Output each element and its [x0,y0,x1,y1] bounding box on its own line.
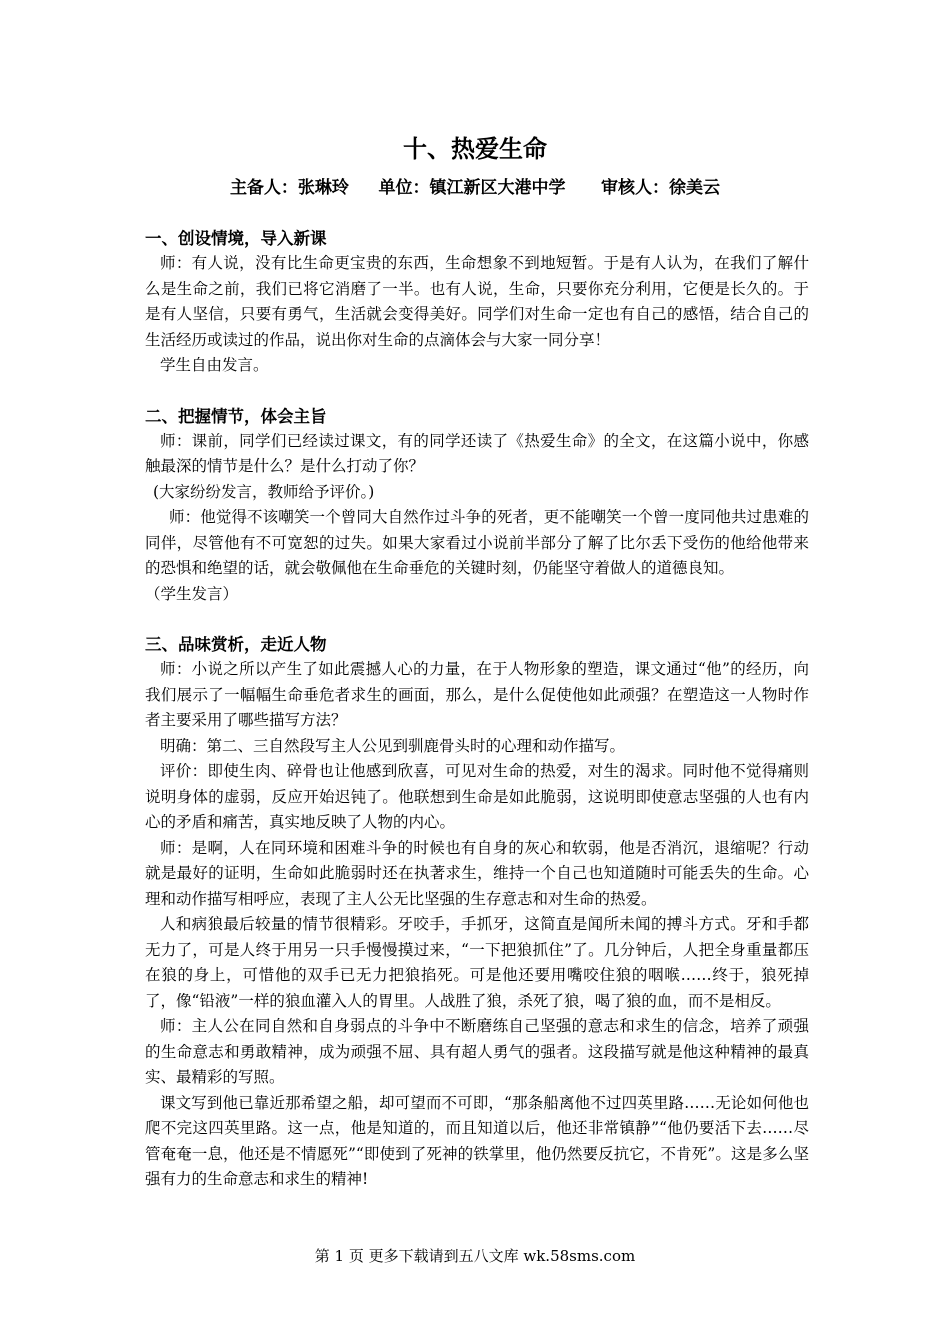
paragraph: 师：主人公在同自然和自身弱点的斗争中不断磨练自己坚强的意志和求生的信念，培养了顽强的生命意志和勇敢精神，成为顽强不屈、具有超人勇气的强者。这段描写就是他这种精神的最真实、最精彩的写照。 [145,1017,809,1086]
paragraph: 课文写到他已靠近那希望之船，却可望而不可即，“那条船离他不过四英里路……无论如何他也爬不完这四英里路。这一点，他是知道的，而且知道以后，他还非常镇静”“他仍要活下去……尽管奄奄一息，他还是不情愿死”“即使到了死神的铁掌里，他仍然要反抗它，不肯死”。这是多么坚强有力的生命意志和求生的精神! [145,1093,809,1188]
paragraph: 师：他觉得不该嘲笑一个曾同大自然作过斗争的死者，更不能嘲笑一个曾一度同他共过患难的同伴，尽管他有不可宽恕的过失。如果大家看过小说前半部分了解了比尔丢下受伤的他给他带来的恐惧和绝望的话，就会敬佩他在生命垂危的关键时刻，仍能坚守着做人的道德良知。 [145,508,809,577]
section-heading: 三、品味赏析，走近人物 [145,635,327,654]
paragraph: 师：小说之所以产生了如此震撼人心的力量，在于人物形象的塑造，课文通过“他”的经历，向我们展示了一幅幅生命垂危者求生的画面，那么，是什么促使他如此顽强？在塑造这一人物时作者主要采用了哪些描写方法？ [145,660,809,729]
document-title: 十、热爱生命 [403,135,547,163]
document-body [145,226,809,1193]
paragraph: 师：课前，同学们已经读过课文，有的同学还读了《热爱生命》的全文，在这篇小说中，你感触最深的情节是什么？是什么打动了你？ [145,431,809,475]
document-subtitle: 主备人：张琳玲 单位：镇江新区大港中学 审核人：徐美云 [229,178,721,198]
paragraph: 师：是啊，人在同环境和困难斗争的时候也有自身的灰心和软弱，他是否消沉，退缩呢？行动就是最好的证明，生命如此脆弱时还在执著求生，维持一个自己也知道随时可能丢失的生命。心理和动作描写相呼应，表现了主人公无比坚强的生存意志和对生命的热爱。 [145,838,809,908]
paragraph: 明确：第二、三自然段写主人公见到驯鹿骨头时的心理和动作描写。 [160,736,626,755]
paragraph: （学生发言） [145,584,239,603]
page-footer: 第 1 页 更多下载请到五八文库 wk.58sms.com [314,1247,636,1265]
paragraph: 人和病狼最后较量的情节很精彩。牙咬手，手抓牙，这简直是闻所未闻的搏斗方式。牙和手都无力了，可是人终于用另一只手慢慢摸过来，“一下把狼抓住”了。几分钟后，人把全身重量都压在狼的身上，可惜他的双手已无力把狼掐死。可是他还要用嘴咬住狼的咽喉……终于，狼死掉了，像“铅液”一样的狼血灌入人的胃里。人战胜了狼，杀死了狼，喝了狼的血，而不是相反。 [145,915,809,1010]
paragraph: 学生自由发言。 [160,356,269,374]
section-heading: 二、把握情节，体会主旨 [145,406,327,426]
paragraph: 评价：即使生肉、碎骨也让他感到欣喜，可见对生命的热爱，对生的渴求。同时他不觉得痛则说明身体的虚弱，反应开始迟钝了。他联想到生命是如此脆弱，这说明即使意志坚强的人也有内心的矛盾和痛苦，真实地反映了人物的内心。 [145,762,809,831]
paragraph: (大家纷纷发言，教师给予评价。) [153,482,375,501]
section-heading: 一、创设情境，导入新课 [145,229,327,248]
paragraph: 师：有人说，没有比生命更宝贵的东西，生命想象不到地短暂。于是有人认为，在我们了解什么是生命之前，我们已将它消磨了一半。也有人说，生命，只要你充分利用，它便是长久的。于是有人坚信，只要有勇气，生活就会变得美好。同学们对生命一定也有自己的感悟，结合自己的生活经历或读过的作品，说出你对生命的点滴体会与大家一同分享！ [145,254,809,349]
